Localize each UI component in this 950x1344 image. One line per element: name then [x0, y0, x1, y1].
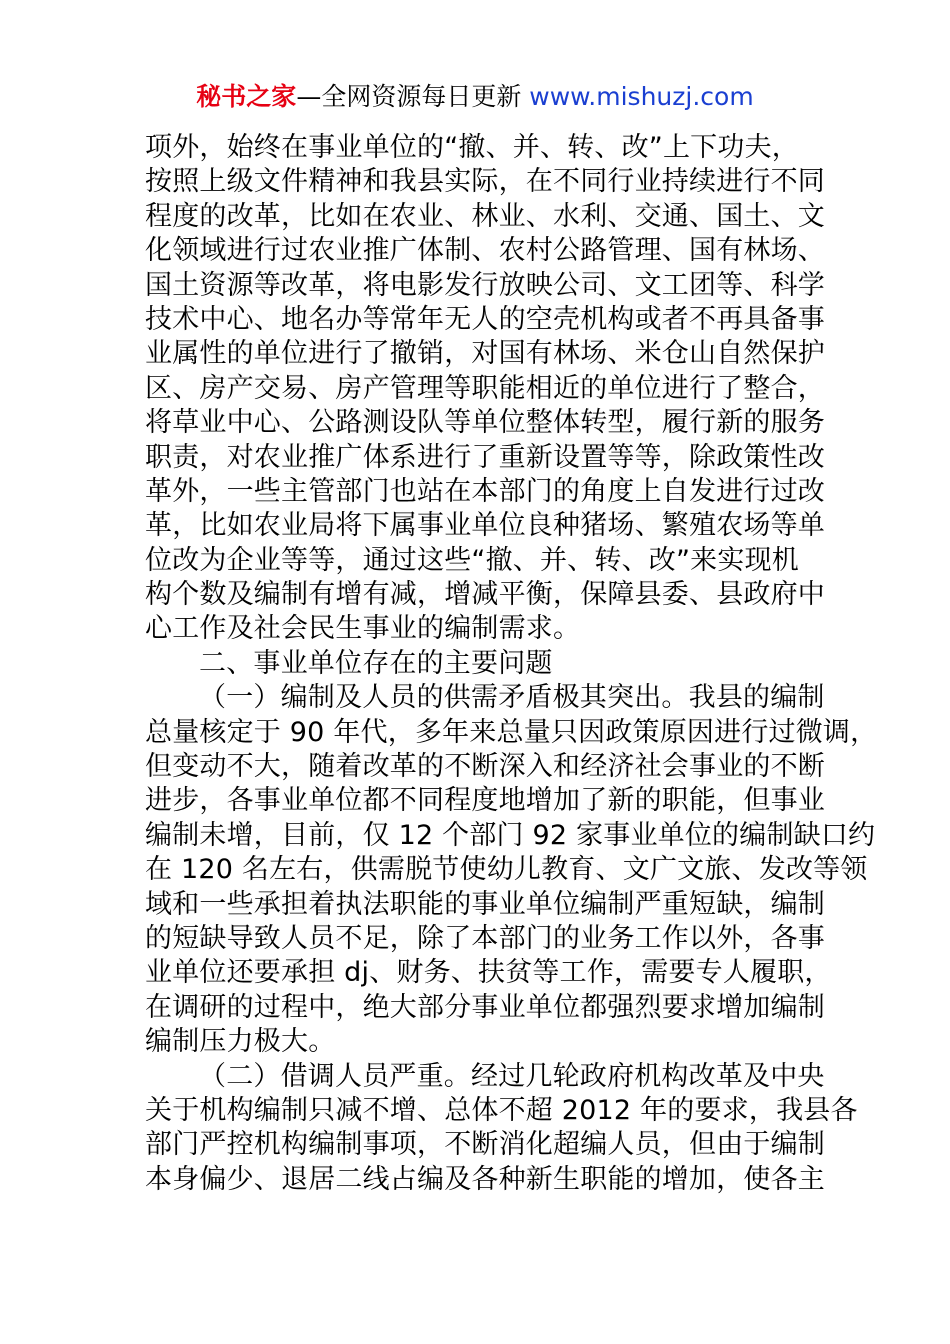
text-line: 编制压力极大。 [145, 1026, 336, 1058]
text-line: 的短缺导致人员不足，除了本部门的业务工作以外，各事 [145, 922, 825, 954]
site-url-link[interactable]: www.mishuzj.com [529, 82, 754, 111]
text-line: 区、房产交易、房产管理等职能相近的单位进行了整合， [145, 372, 825, 404]
text-line: 革外，一些主管部门也站在本部门的角度上自发进行过改 [145, 475, 825, 507]
text-line: 位改为企业等等，通过这些“撤、并、转、改”来实现机 [145, 544, 799, 576]
text-line: 按照上级文件精神和我县实际，在不同行业持续进行不同 [145, 166, 825, 198]
text-line: 部门严控机构编制事项，不断消化超编人员，但由于编制 [145, 1129, 825, 1161]
text-line: 构个数及编制有增有减，增减平衡，保障县委、县政府中 [145, 579, 825, 611]
text-line: 项外，始终在事业单位的“撤、并、转、改”上下功夫， [145, 132, 799, 163]
text-line: 在 120 名左右，供需脱节使幼儿教育、文广文旅、发改等领 [145, 854, 868, 886]
site-header [0, 80, 950, 114]
text-line: 业单位还要承担 dj、财务、扶贫等工作，需要专人履职， [145, 957, 832, 989]
text-line: 化领域进行过农业推广体制、农村公路管理、国有林场、 [145, 235, 825, 267]
text-line: 国土资源等改革，将电影发行放映公司、文工团等、科学 [145, 269, 825, 301]
document-body [145, 131, 878, 1197]
text-line: 革，比如农业局将下属事业单位良种猪场、繁殖农场等单 [145, 510, 825, 542]
text-line: 心工作及社会民生事业的编制需求。 [145, 613, 581, 645]
text-line: 但变动不大，随着改革的不断深入和经济社会事业的不断 [145, 751, 825, 783]
text-line: 关于机构编制只减不增、总体不超 2012 年的要求，我县各 [145, 1094, 858, 1126]
header-tagline: —全网资源每日更新 [296, 82, 530, 111]
text-line: 将草业中心、公路测设队等单位整体转型，履行新的服务 [145, 407, 825, 439]
text-line: 业属性的单位进行了撤销，对国有林场、米仓山自然保护 [145, 338, 825, 370]
text-line: 在调研的过程中，绝大部分事业单位都强烈要求增加编制 [145, 991, 825, 1023]
text-line: 程度的改革，比如在农业、林业、水利、交通、国土、文 [145, 200, 825, 232]
text-line: 进步，各事业单位都不同程度地增加了新的职能，但事业 [145, 785, 825, 817]
paragraph-heading: （二）借调人员严重。经过几轮政府机构改革及中央 [199, 1060, 825, 1092]
paragraph-heading: （一）编制及人员的供需矛盾极其突出。我县的编制 [199, 682, 825, 714]
text-line: 职责，对农业推广体系进行了重新设置等等，除政策性改 [145, 441, 825, 473]
text-line: 技术中心、地名办等常年无人的空壳机构或者不再具备事 [145, 303, 825, 335]
text-line: 域和一些承担着执法职能的事业单位编制严重短缺，编制 [145, 888, 825, 920]
brand-name: 秘书之家 [196, 82, 297, 111]
section-heading: 二、事业单位存在的主要问题 [199, 647, 553, 679]
text-line: 总量核定于 90 年代，多年来总量只因政策原因进行过微调， [145, 716, 878, 748]
text-line: 本身偏少、退居二线占编及各种新生职能的增加，使各主 [145, 1163, 825, 1195]
text-line: 编制未增，目前，仅 12 个部门 92 家事业单位的编制缺口约 [145, 819, 876, 851]
